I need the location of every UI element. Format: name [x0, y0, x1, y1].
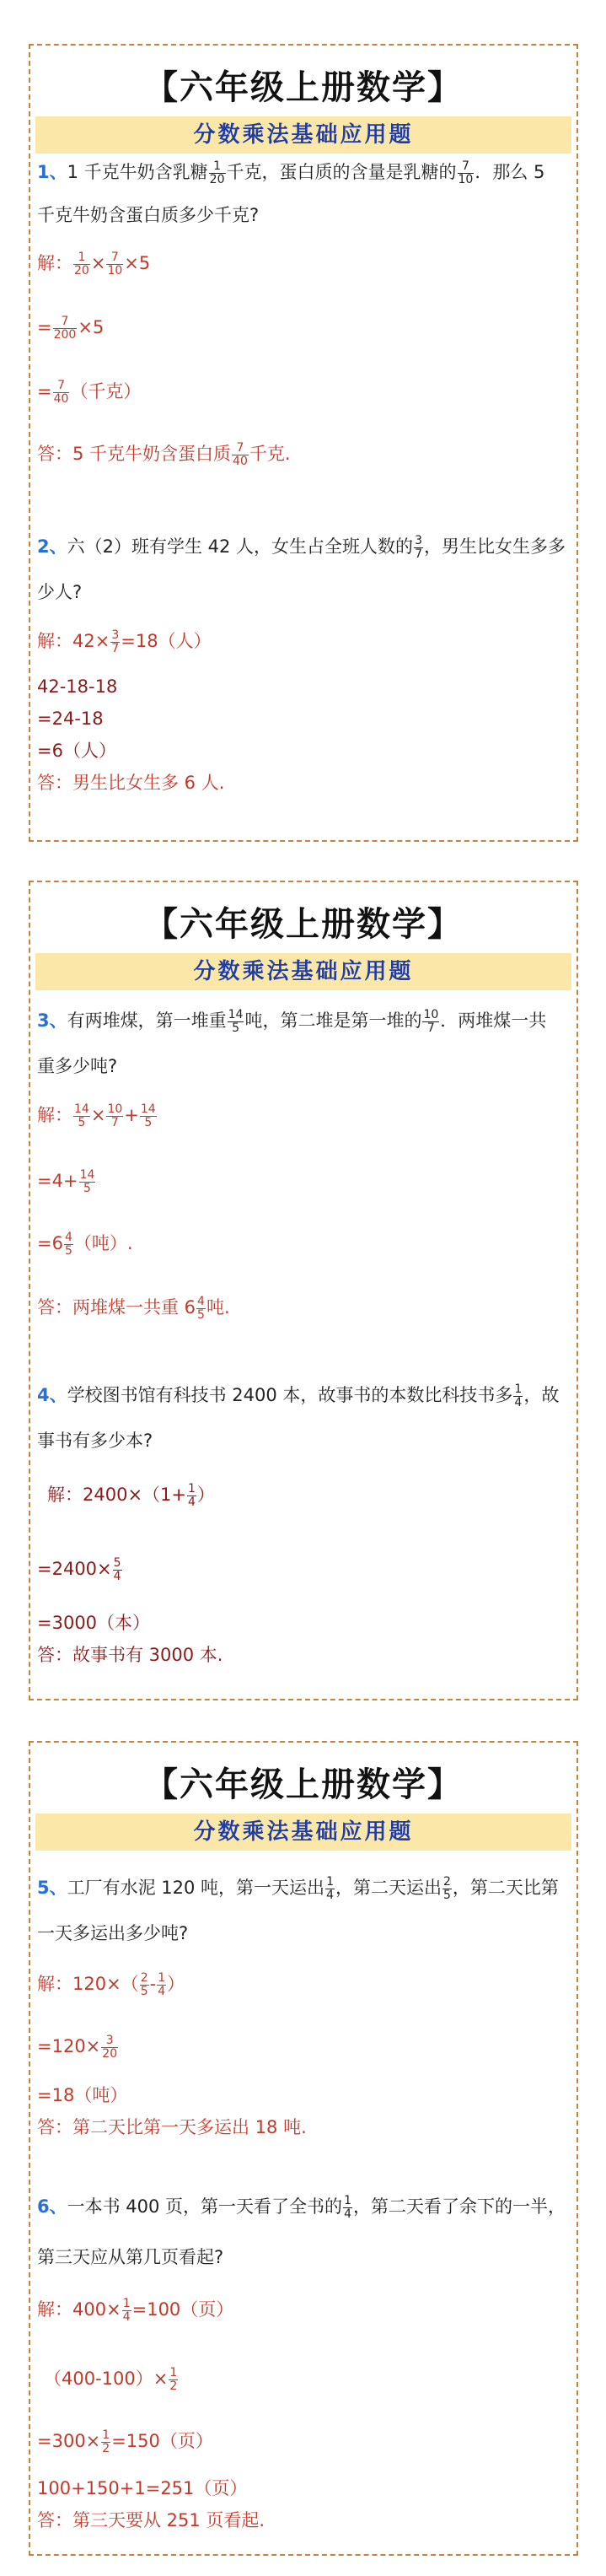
question-1-line-2: 千克牛奶含蛋白质多少千克?: [37, 205, 260, 225]
solution-step: 解：2400×（1+ $\frac{1}{4}$ ）: [47, 1482, 215, 1509]
fraction: $\frac{14}{5}$: [140, 1102, 156, 1129]
solution-step: =300× $\frac{1}{2}$ =150（页）: [37, 2428, 213, 2455]
fraction: $\frac{14}{5}$: [79, 1168, 95, 1195]
question-1: 1、1 千克牛奶含乳糖 $\frac{1}{20}$ 千克，蛋白质的含量是乳糖的 $\frac{7}{10}$ ．那么 5: [37, 159, 545, 186]
solution-step: = $\frac{7}{40}$ （千克）: [37, 379, 142, 406]
question-number: 3、: [37, 1010, 67, 1032]
fraction: $\frac{7}{40}$: [53, 379, 69, 406]
solution-step: 解： $\frac{14}{5}$ × $\frac{10}{7}$ + $\frac{14}{5}$: [37, 1102, 156, 1129]
answer-line: 答：两堆煤一共重 6 $\frac{4}{5}$ 吨.: [37, 1295, 230, 1322]
question-number: 2、: [37, 536, 67, 558]
question-6: 6、一本书 400 页，第一天看了全书的 $\frac{1}{4}$ ，第二天看了余下的一半，: [37, 2194, 566, 2221]
fraction: $\frac{1}{4}$: [326, 1875, 334, 1902]
fraction: $\frac{1}{2}$: [169, 2366, 178, 2393]
solution-step: 42-18-18: [37, 676, 118, 697]
question-number: 6、: [37, 2196, 67, 2218]
question-6-line-2: 第三天应从第几页看起?: [37, 2247, 224, 2267]
fraction: $\frac{1}{4}$: [514, 1382, 523, 1409]
answer-line: 答：5 千克牛奶含蛋白质 $\frac{7}{40}$ 千克.: [37, 441, 291, 468]
fraction: $\frac{2}{5}$: [442, 1875, 451, 1902]
question-number: 1、: [37, 162, 67, 183]
solution-step: =120× $\frac{3}{20}$: [37, 2034, 118, 2061]
question-3: 3、有两堆煤，第一堆重 $\frac{14}{5}$ 吨，第二堆是第一堆的 $\frac{10}{7}$ ．两堆煤一共: [37, 1008, 547, 1035]
fraction: $\frac{7}{40}$: [233, 441, 248, 468]
fraction: $\frac{5}{4}$: [113, 1556, 121, 1583]
solution-step: =3000（本）: [37, 1613, 151, 1633]
fraction: $\frac{3}{20}$: [102, 2034, 118, 2061]
solution-step: =6 $\frac{4}{5}$ （吨）.: [37, 1231, 133, 1258]
fraction: $\frac{4}{5}$: [197, 1295, 205, 1322]
fraction: $\frac{1}{4}$: [188, 1482, 196, 1509]
fraction: $\frac{3}{7}$: [111, 628, 120, 655]
solution-step: =6（人）: [37, 741, 116, 761]
fraction: $\frac{1}{20}$: [209, 159, 225, 186]
question-number: 5、: [37, 1878, 67, 1899]
fraction: $\frac{1}{2}$: [102, 2428, 110, 2455]
solution-step: =4+ $\frac{14}{5}$: [37, 1168, 95, 1195]
question-3-line-2: 重多少吨?: [37, 1056, 118, 1076]
fraction: $\frac{14}{5}$: [74, 1102, 89, 1129]
card-2: [29, 881, 578, 1700]
answer-line: 答：第三天要从 251 页看起.: [37, 2510, 265, 2530]
fraction: $\frac{7}{10}$: [458, 159, 474, 186]
page-title: 【六年级上册数学】: [144, 1765, 463, 1804]
answer-line: 答：第二天比第一天多运出 18 吨.: [37, 2117, 307, 2137]
fraction: $\frac{1}{4}$: [344, 2194, 351, 2221]
fraction: $\frac{4}{5}$: [64, 1231, 72, 1258]
card-3: [29, 1741, 578, 2556]
fraction: $\frac{14}{5}$: [228, 1008, 244, 1035]
question-number: 4、: [37, 1385, 67, 1406]
page-title: 【六年级上册数学】: [144, 67, 463, 107]
fraction: $\frac{1}{20}$: [74, 251, 89, 278]
page-title: 【六年级上册数学】: [144, 904, 463, 944]
solution-step: =24-18: [37, 709, 104, 729]
fraction: $\frac{3}{7}$: [415, 534, 422, 561]
question-2-line-2: 少人?: [37, 582, 83, 602]
answer-line: 答：男生比女生多 6 人.: [37, 773, 225, 793]
section-banner: 分数乘法基础应用题: [35, 116, 571, 154]
question-5-line-2: 一天多运出多少吨?: [37, 1923, 189, 1943]
question-4-line-2: 事书有多少本?: [37, 1431, 153, 1451]
solution-step: 解：120×（ $\frac{2}{5}$ - $\frac{1}{4}$ ）: [37, 1971, 185, 1998]
solution-step: （400-100）× $\frac{1}{2}$: [44, 2366, 178, 2393]
fraction: $\frac{7}{200}$: [53, 315, 77, 342]
answer-line: 答：故事书有 3000 本.: [37, 1645, 223, 1665]
question-2: 2、六（2）班有学生 42 人，女生占全班人数的 $\frac{3}{7}$ ，男生比女生多多: [37, 534, 566, 561]
solution-step: 解：400× $\frac{1}{4}$ =100（页）: [37, 2297, 234, 2324]
fraction: $\frac{7}{10}$: [107, 251, 123, 278]
fraction: $\frac{10}{7}$: [423, 1008, 439, 1035]
solution-step: 解： $\frac{1}{20}$ × $\frac{7}{10}$ ×5: [37, 251, 151, 278]
question-5: 5、工厂有水泥 120 吨，第一天运出 $\frac{1}{4}$ ，第二天运出 $\frac{2}{5}$ ，第二天比第: [37, 1875, 559, 1902]
solution-step: =18（吨）: [37, 2085, 128, 2105]
fraction: $\frac{1}{4}$: [122, 2297, 131, 2324]
solution-step: 100+150+1=251（页）: [37, 2478, 248, 2498]
solution-step: 解：42× $\frac{3}{7}$ =18（人）: [37, 628, 212, 655]
fraction: $\frac{10}{7}$: [107, 1102, 123, 1129]
fraction: $\frac{1}{4}$: [158, 1971, 166, 1998]
card-1: [29, 44, 578, 842]
section-banner: 分数乘法基础应用题: [35, 953, 571, 990]
fraction: $\frac{2}{5}$: [140, 1971, 148, 1998]
section-banner: 分数乘法基础应用题: [35, 1813, 571, 1851]
solution-step: = $\frac{7}{200}$ ×5: [37, 315, 105, 342]
solution-step: =2400× $\frac{5}{4}$: [37, 1556, 121, 1583]
question-4: 4、学校图书馆有科技书 2400 本，故事书的本数比科技书多 $\frac{1}{4}$ ，故: [37, 1382, 560, 1409]
